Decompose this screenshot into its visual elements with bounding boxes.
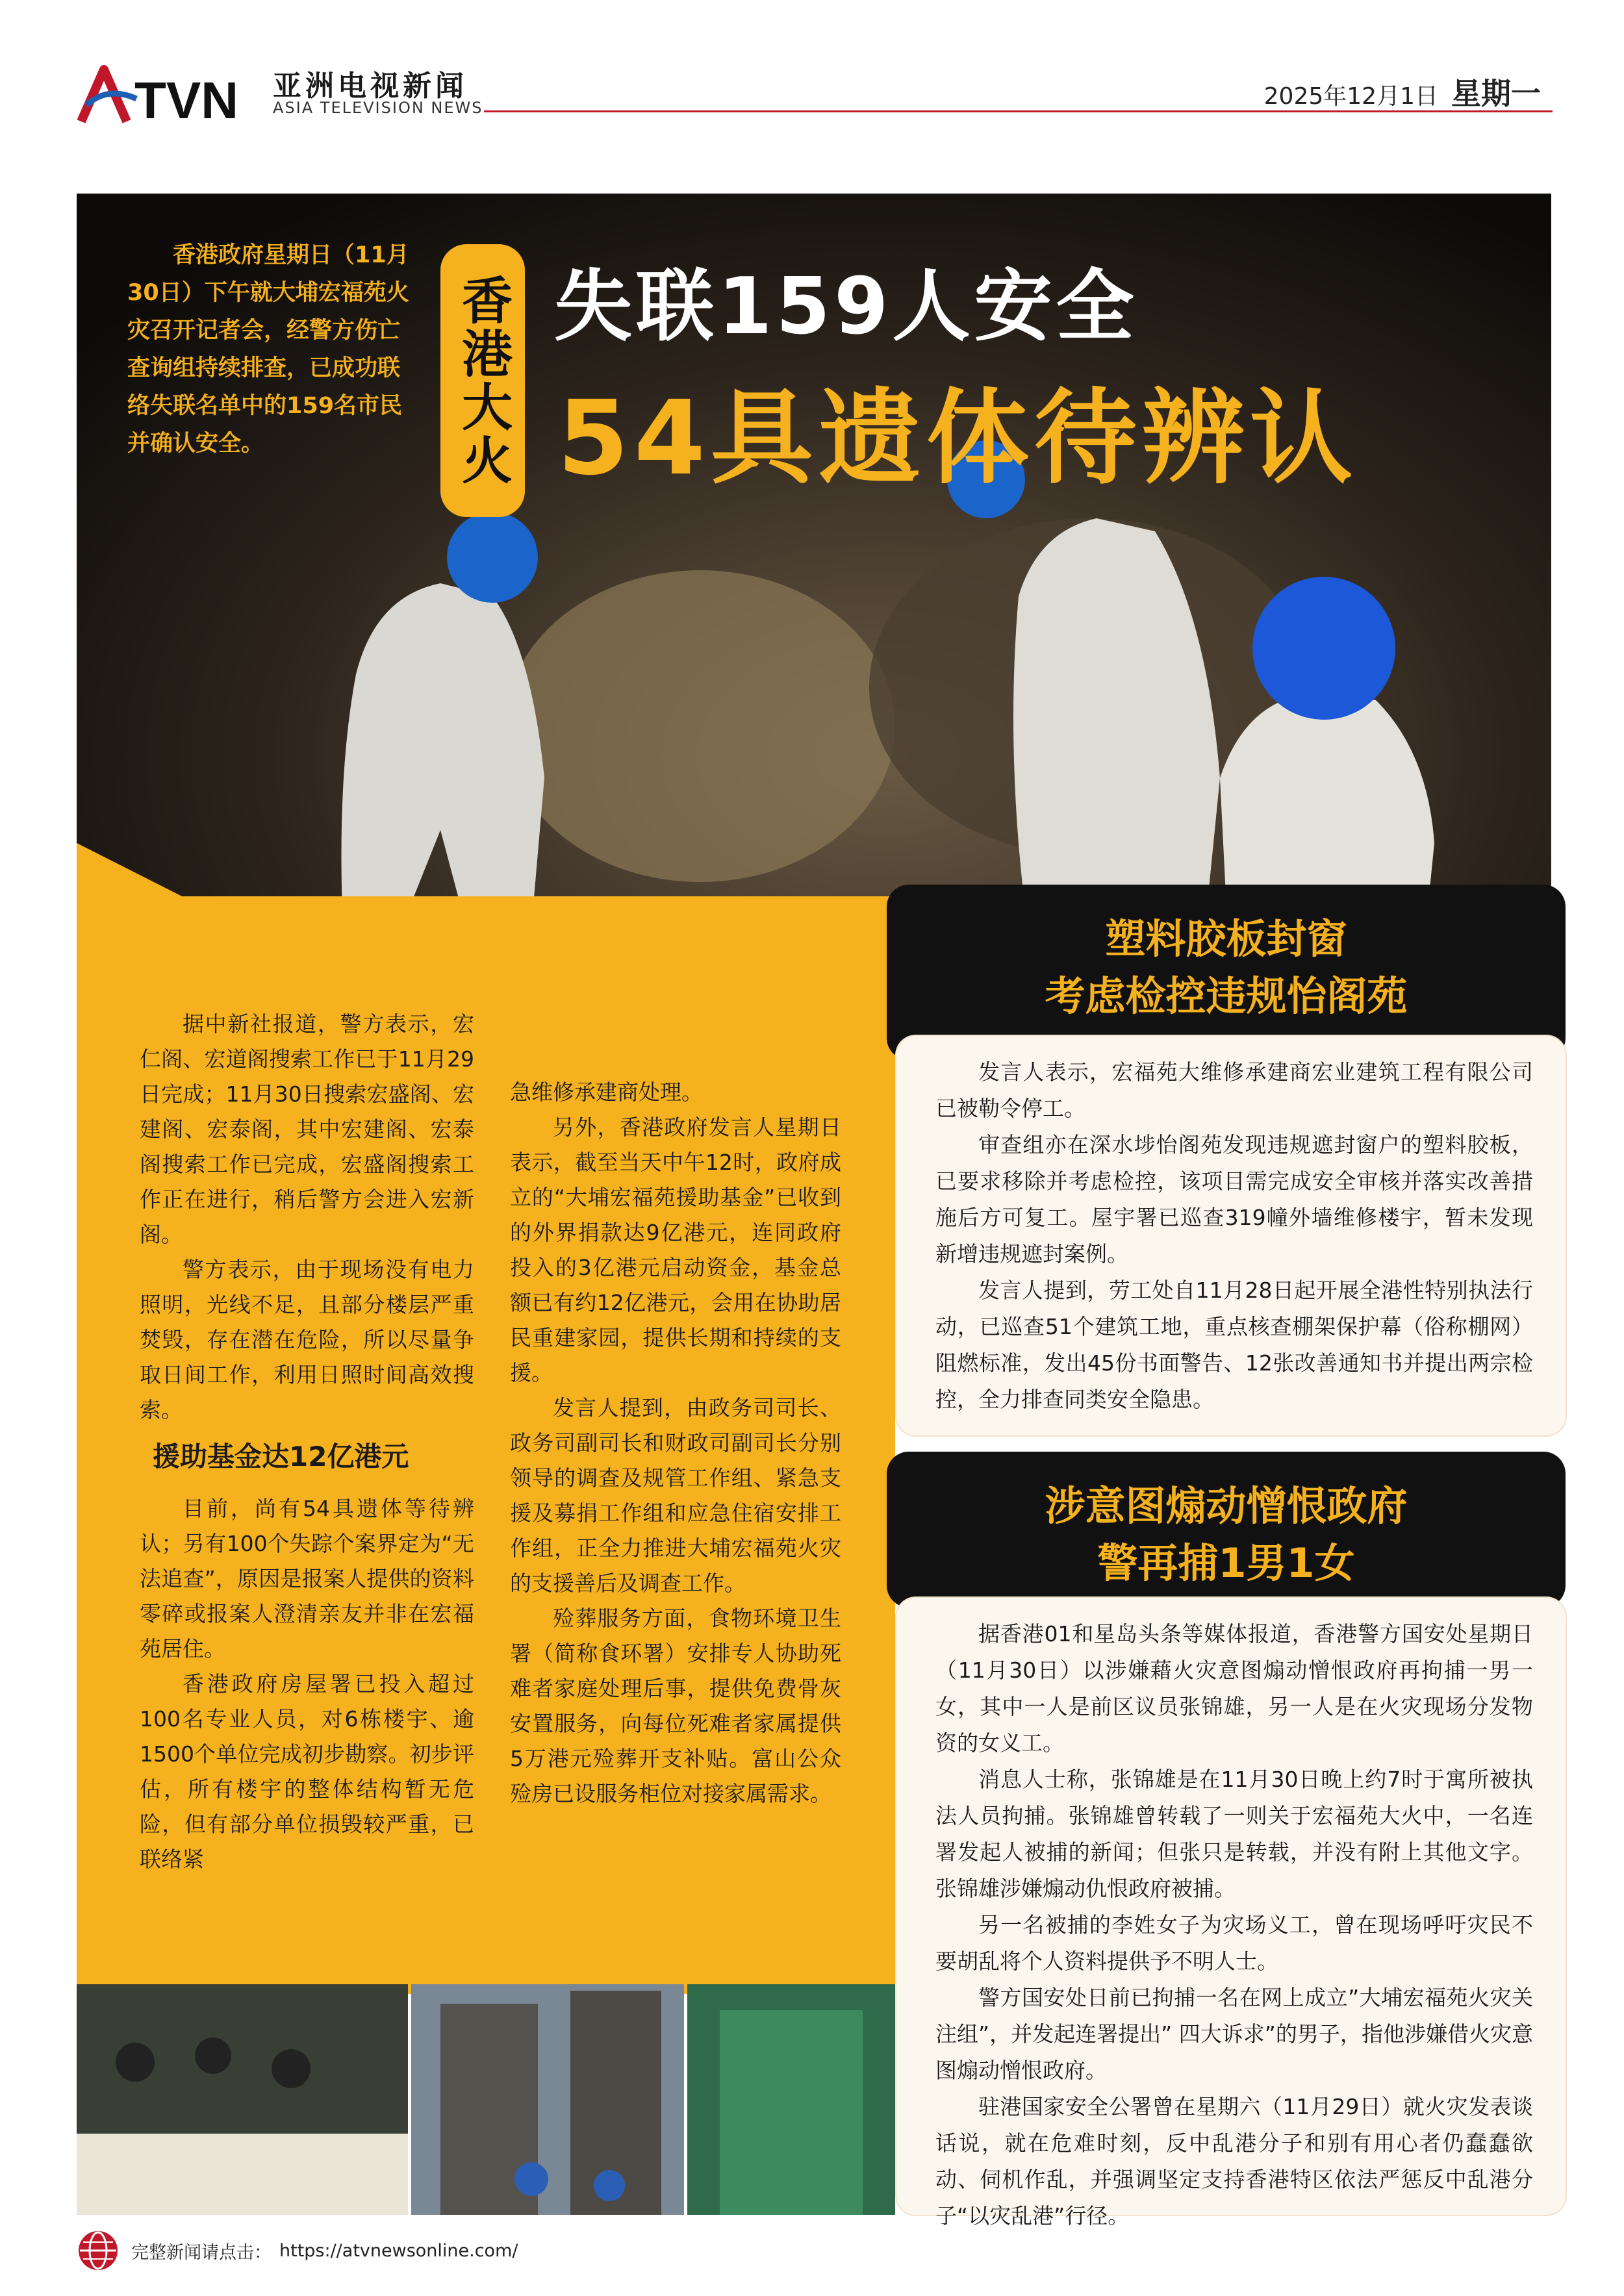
sidebar-story-1-title-line-2: 考虑检控违规怡阁苑 <box>1045 972 1408 1020</box>
paragraph: 警方表示，由于现场没有电力照明，光线不足，且部分楼层严重焚毁，存在潜在危险，所以尽量争取日间工作，利用日照时间高效搜索。 <box>140 1257 474 1422</box>
paragraph: 审查组亦在深水埗怡阁苑发现违规遮封窗户的塑料胶板，已要求移除并考虑检控，该项目需完成安全审核并落实改善措施后方可复工。屋宇署已巡查319幢外墙维修楼宇，暂未发现新增违规遮封案例。 <box>935 1132 1533 1267</box>
sidebar-story-2-title-line-2: 警再捕1男1女 <box>1097 1539 1355 1587</box>
issue-date <box>1264 70 1541 113</box>
hero-lead-paragraph: 香港政府星期日（11月30日）下午就大埔宏福苑火灾召开记者会，经警方伤亡查询组持续排查，已成功联络失联名单中的159名市民并确认安全。 <box>127 242 409 457</box>
paragraph: 驻港国家安全公署曾在星期六（11月29日）就火灾发表谈话说，就在危难时刻，反中乱港分子和别有用心者仍蠢蠢欲动、伺机作乱，并强调坚定支持香港特区依法严惩反中乱港分子“以灾乱港”行径。 <box>935 2094 1533 2228</box>
globe-icon <box>77 2229 120 2272</box>
headline-line-1: 失联159人安全 <box>554 262 1138 352</box>
paragraph: 发言人提到，由政务司司长、政务司副司长和财政司副司长分别领导的调查及规管工作组、紧急支援及募捐工作组和应急住宿安排工作组，正全力推进大埔宏福苑火灾的支援善后及调查工作。 <box>510 1395 841 1596</box>
headline-line-2: 54具遗体待辨认 <box>557 379 1358 498</box>
brand-name-cn: 亚洲电视新闻 <box>273 69 468 103</box>
footer <box>77 2234 518 2267</box>
sidebar-story-2-body <box>896 1598 1566 2228</box>
sidebar-story-2-header <box>887 1452 1566 1608</box>
footer-label: 完整新闻请点击： <box>131 2242 272 2263</box>
main-story-column-2 <box>510 1075 841 1811</box>
paragraph: 发言人提到，劳工处自11月28日起开展全港性特别执法行动，已巡查51个建筑工地，重点核查棚架保护幕（俗称棚网）阻燃标准，发出45份书面警告、12张改善通知书并提出两宗检控，全力排查同类安全隐患。 <box>935 1278 1533 1412</box>
paragraph: 据香港01和星岛头条等媒体报道，香港警方国安处星期日（11月30日）以涉嫌藉火灾意图煽动憎恨政府再拘捕一男一女，其中一人是前区议员张锦雄，另一人是在火灾现场分发物资的女义工。 <box>935 1621 1533 1756</box>
hero-section-label: 香港大火 <box>440 244 525 517</box>
paragraph: 急维修承建商处理。 <box>510 1079 703 1105</box>
sidebar-story-2-title-line-1: 涉意图煽动憎恨政府 <box>1045 1482 1408 1530</box>
main-story-column-1 <box>140 1007 474 1877</box>
paragraph: 据中新社报道，警方表示，宏仁阁、宏道阁搜索工作已于11月29日完成；11月30日搜索宏盛阁、宏建阁、宏泰阁，其中宏建阁、宏泰阁搜索工作已完成，宏盛阁搜索工作正在进行，稍后警方会进入宏新阁。 <box>140 1011 474 1247</box>
paragraph: 警方国安处日前已拘捕一名在网上成立”大埔宏福苑火灾关注组”，并发起连署提出” 四大诉求”的男子，指他涉嫌借火灾意图煽动憎恨政府。 <box>935 1985 1533 2083</box>
paragraph: 香港政府房屋署已投入超过100名专业人员，对6栋楼宇、逾1500个单位完成初步勘察。初步评估，所有楼宇的整体结构暂无危险，但有部分单位损毁较严重，已联络紧 <box>140 1671 474 1872</box>
brand-name-en: ASIA TELEVISION NEWS <box>273 99 483 117</box>
paragraph: 殓葬服务方面，食物环境卫生署（简称食环署）安排专人协助死难者家庭处理后事，提供免费骨灰安置服务，向每位死难者家属提供5万港元殓葬开支补贴。富山公众殓房已设服务柜位对接家属需求。 <box>510 1606 841 1806</box>
sidebar-story-1-title-line-1: 塑料胶板封窗 <box>1105 915 1347 963</box>
paragraph: 发言人表示，宏福苑大维修承建商宏业建筑工程有限公司已被勒令停工。 <box>935 1059 1533 1121</box>
logo-text: TVN <box>134 71 238 129</box>
sidebar-story-1-body <box>896 1036 1566 1435</box>
sidebar-story-1-header <box>887 885 1566 1060</box>
atvn-logo <box>75 60 263 131</box>
paragraph: 另一名被捕的李姓女子为灾场义工，曾在现场呼吁灾民不要胡乱将个人资料提供予不明人士。 <box>935 1912 1533 1974</box>
weekday-text: 星期一 <box>1451 76 1541 111</box>
bottom-photo-strip <box>77 1984 895 2215</box>
date-text: 2025年12月1日 <box>1263 83 1438 110</box>
footer-link[interactable]: https://atvnewsonline.com/ <box>279 2240 518 2261</box>
paragraph: 消息人士称，张锦雄是在11月30日晚上约7时于寓所被执法人员拘捕。张锦雄曾转载了一则关于宏福苑大火中，一名连署发起人被捕的新闻；但张只是转载，并没有附上其他文字。张锦雄涉嫌煽动仇恨政府被捕。 <box>935 1767 1533 1901</box>
paragraph: 另外，香港政府发言人星期日表示，截至当天中午12时，政府成立的“大埔宏福苑援助基金”已收到的外界捐款达9亿港元，连同政府投入的3亿港元启动资金，基金总额已有约12亿港元，会用在协助居民重建家园，提供长期和持续的支援。 <box>510 1115 841 1385</box>
paragraph: 目前，尚有54具遗体等待辨认；另有100个失踪个案界定为“无法追查”，原因是报案人提供的资料零碎或报案人澄清亲友并非在宏福苑居住。 <box>140 1496 474 1661</box>
subheading: 援助基金达12亿港元 <box>153 1441 409 1472</box>
